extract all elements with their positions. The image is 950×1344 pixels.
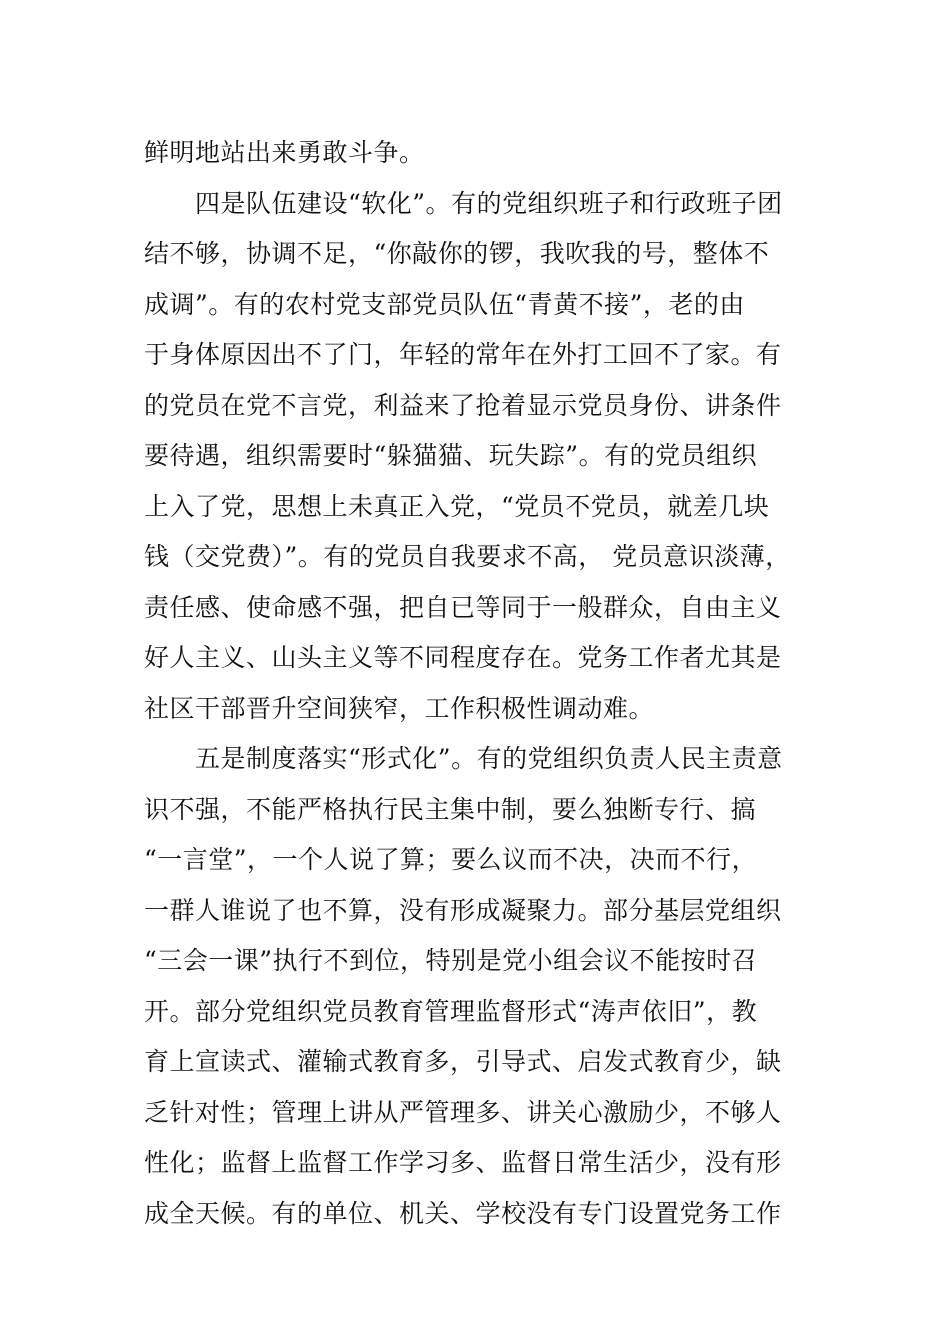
text-line: “三会一课”执行不到位，特别是党小组会议不能按时召	[144, 946, 758, 975]
text-line: 社区干部晋升空间狭窄，工作积极性调动难。	[144, 693, 655, 723]
body-text	[144, 128, 834, 1239]
text-line: 识不强，不能严格执行民主集中制，要么独断专行、搞	[144, 794, 757, 824]
text-line: 上入了党，思想上未真正入党，“党员不党员，就差几块	[144, 491, 770, 521]
text-line: 一群人谁说了也不算，没有形成凝聚力。部分基层党组织	[144, 895, 782, 925]
text-line: 结不够，协调不足，“你敲你的锣，我吹我的号，整体不	[144, 239, 770, 268]
text-line: 性化；监督上监督工作学习多、监督日常生活少，没有形	[144, 1148, 782, 1177]
text-line: 责任感、使命感不强，把自已等同于一般群众，自由主义	[144, 592, 782, 622]
text-line: 成全天候。有的单位、机关、学校没有专门设置党务工作	[144, 1198, 782, 1228]
text-line: 要待遇，组织需要时“躲猫猫、玩失踪”。有的党员组织	[144, 441, 758, 470]
text-line: 鲜明地站出来勇敢斗争。	[144, 138, 425, 167]
text-line: 开。部分党组织党员教育管理监督形式“涛声依旧”，教	[144, 996, 758, 1026]
text-line: 五是制度落实“形式化”。有的党组织负责人民主责意	[144, 744, 783, 773]
text-line: 四是队伍建设“软化”。有的党组织班子和行政班子团	[144, 188, 783, 218]
text-line: “一言堂”，一个人说了算；要么议而不决，决而不行，	[144, 845, 758, 874]
text-line: 成调”。有的农村党支部党员队伍“青黄不接”，老的由	[144, 289, 745, 319]
text-line: 钱（交党费）”。有的党员自我要求不高， 党员意识淡薄，	[144, 542, 791, 571]
text-line: 好人主义、山头主义等不同程度存在。党务工作者尤其是	[144, 643, 782, 672]
text-line: 的党员在党不言党，利益来了抢着显示党员身份、讲条件	[144, 390, 782, 420]
text-line: 于身体原因出不了门，年轻的常年在外打工回不了家。有	[144, 340, 782, 369]
text-line: 乏针对性；管理上讲从严管理多、讲关心激励少，不够人	[144, 1097, 782, 1127]
text-line: 育上宣读式、灌输式教育多，引导式、启发式教育少，缺	[144, 1047, 782, 1076]
